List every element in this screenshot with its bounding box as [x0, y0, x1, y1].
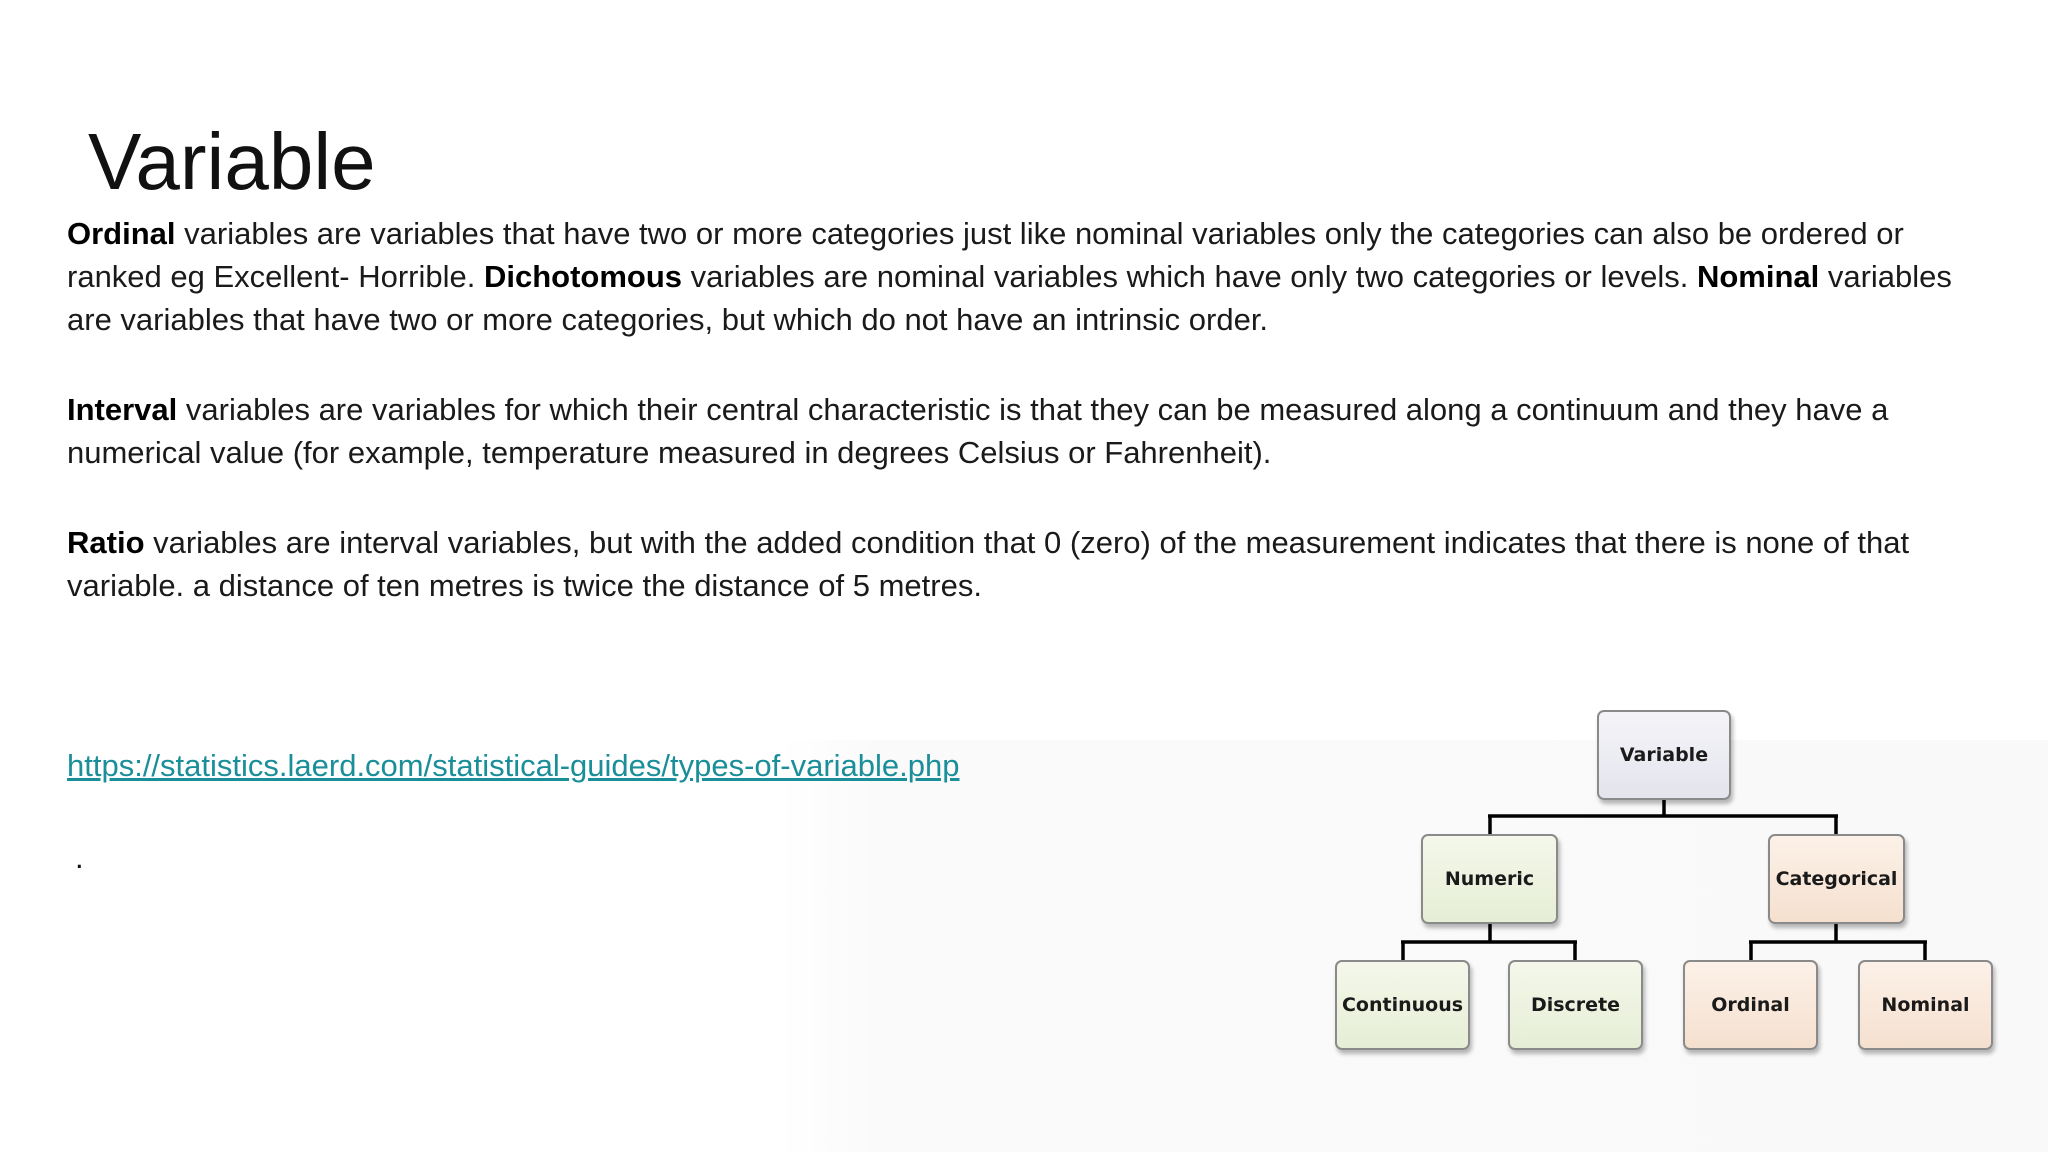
diagram-background	[780, 740, 2048, 1152]
paragraph-interval	[67, 388, 1967, 474]
text-interval: variables are variables for which their central characteristic is that they can be measured along a continuum and they have a numerical value (for example, temperature measured in degrees Celsius or Fahrenheit).	[67, 392, 1889, 470]
node-discrete: Discrete	[1508, 960, 1643, 1050]
paragraph-ratio	[67, 521, 1967, 607]
slide-body	[67, 212, 1967, 654]
text-ordinal: variables are variables that have two or more categories just like nominal variables only the categories can also be ordered or ranked eg Excellent- Horrible.	[67, 216, 1904, 294]
term-dichotomous: Dichotomous	[483, 259, 683, 294]
term-ordinal: Ordinal	[67, 216, 176, 251]
stray-dot: .	[75, 840, 84, 875]
source-link[interactable]: https://statistics.laerd.com/statistical-guides/types-of-variable.php	[67, 748, 960, 783]
node-ordinal: Ordinal	[1683, 960, 1818, 1050]
term-interval: Interval	[67, 392, 178, 427]
node-variable: Variable	[1597, 710, 1731, 800]
text-dichotomous: variables are nominal variables which have only two categories or levels.	[682, 259, 1697, 294]
node-continuous: Continuous	[1335, 960, 1470, 1050]
term-ratio: Ratio	[67, 525, 145, 560]
term-nominal: Nominal	[1696, 259, 1820, 294]
text-nominal: variables are variables that have two or more categories, but which do not have an intrinsic order.	[67, 259, 1952, 337]
node-numeric: Numeric	[1421, 834, 1558, 924]
node-categorical: Categorical	[1768, 834, 1905, 924]
node-nominal: Nominal	[1858, 960, 1993, 1050]
slide-title: Variable	[88, 117, 376, 206]
paragraph-ordinal	[67, 212, 1967, 341]
text-ratio: variables are interval variables, but with the added condition that 0 (zero) of the measurement indicates that there is none of that variable. a distance of ten metres is twice the distance of 5 metres.	[67, 525, 1910, 603]
